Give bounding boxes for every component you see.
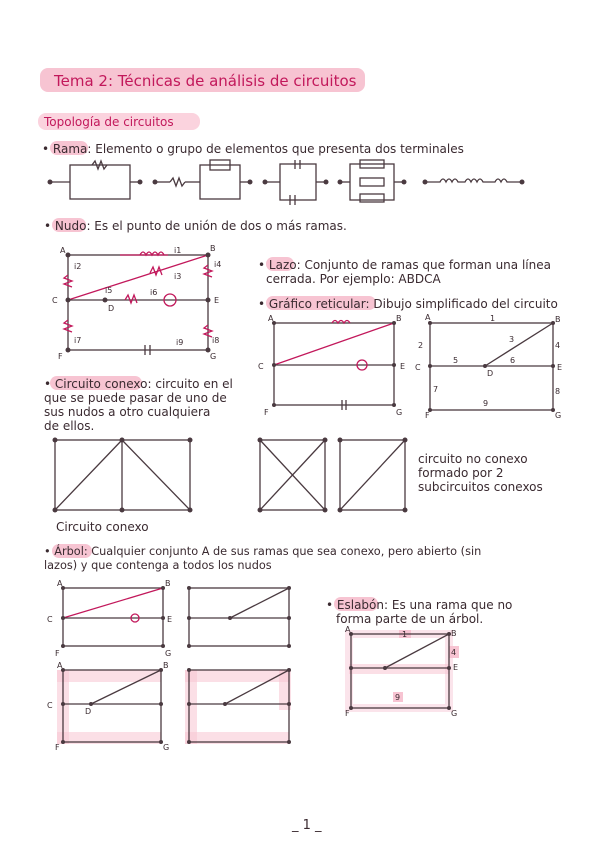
grafico-definition: : Dibujo simplificado del circuito	[365, 297, 558, 311]
arbol-term: Árbol	[54, 545, 84, 558]
tree-graph-small	[185, 582, 305, 657]
graph-branch-2: 2	[418, 341, 424, 350]
current-label-i8: i8	[212, 336, 220, 345]
current-label-i5: i5	[105, 286, 113, 295]
rama-examples-figure	[40, 160, 560, 205]
tree1-node-b: B	[163, 661, 169, 670]
eslabon-node-e: E	[453, 663, 459, 672]
node-label-g: G	[210, 352, 217, 361]
current-label-i1: i1	[174, 246, 182, 255]
eslabon-node-g: G	[451, 709, 458, 718]
tree1-node-g: G	[163, 743, 170, 752]
current-label-i9: i9	[176, 338, 184, 347]
rama-example-2	[153, 160, 253, 199]
tree1-node-a: A	[57, 661, 63, 670]
conexo-line1: • Circuito conexo: circuito en el	[44, 377, 233, 391]
grafico-term: Gráfico reticular	[268, 297, 366, 311]
arbol-definition-1: : Cualquier conjunto A de sus ramas que sea conexo, pero abierto (sin	[83, 545, 482, 558]
node-label-e: E	[214, 296, 220, 305]
eslabon-definition-1: : Es una rama que no	[384, 598, 513, 612]
current-label-i3: i3	[174, 272, 182, 281]
tree1-node-d: D	[85, 707, 92, 716]
eslabon-line1: • Eslabón: Es una rama que no	[326, 598, 513, 612]
eslabon-node-a: A	[345, 625, 351, 634]
small-node-f: F	[264, 408, 269, 417]
tree-example-2	[185, 662, 305, 747]
graph-branch-4: 4	[555, 341, 561, 350]
connected-graph	[50, 435, 200, 515]
tree1-node-f: F	[55, 743, 60, 752]
reticular-graph	[415, 313, 575, 420]
conexo-definition-1: : circuito en el	[147, 377, 233, 391]
conexo-line3: sus nudos a otro cualquiera	[44, 405, 211, 419]
graph-node-f: F	[425, 411, 430, 420]
non-connected-graph	[255, 435, 415, 515]
eslabon-node-f: F	[345, 709, 350, 718]
section-heading: Topología de circuitos	[44, 115, 174, 129]
eslabon-term: Eslabón	[336, 598, 384, 612]
node-label-d: D	[108, 304, 115, 313]
graph-node-d: D	[487, 369, 494, 378]
no-conexo-line1: circuito no conexo	[418, 452, 528, 466]
arbol-line2: lazos) y que contenga a todos los nudos	[44, 559, 272, 572]
conexo-line4: de ellos.	[44, 419, 95, 433]
eslabon-branch-9: 9	[395, 693, 401, 702]
graph-node-c: C	[415, 363, 421, 372]
graph-branch-9: 9	[483, 399, 489, 408]
circuit-diagram-main	[50, 245, 250, 365]
page-number: _ 1 _	[292, 818, 322, 833]
rama-example-3	[263, 160, 329, 205]
graph-branch-3: 3	[509, 335, 515, 344]
small-node-b: B	[396, 314, 402, 323]
tree-node-f: F	[55, 649, 60, 658]
small-node-g: G	[396, 408, 403, 417]
rama-term: Rama	[52, 142, 88, 156]
tree1-node-c: C	[47, 701, 53, 710]
tree-example-1	[47, 661, 175, 752]
graph-node-e: E	[557, 363, 563, 372]
lazo-term: Lazo	[268, 258, 297, 272]
current-label-i7: i7	[74, 336, 82, 345]
circuit-diagram-small	[258, 314, 412, 417]
rama-definition: : Elemento o grupo de elementos que presenta dos terminales	[87, 142, 464, 156]
current-label-i4: i4	[214, 260, 222, 269]
arbol-line1: • Árbol: Cualquier conjunto A de sus ramas que sea conexo, pero abierto (sin	[44, 545, 482, 558]
tree-node-c: C	[47, 615, 53, 624]
conexo-caption: Circuito conexo	[56, 520, 149, 534]
no-conexo-line2: formado por 2	[418, 466, 504, 480]
graph-node-a: A	[425, 313, 431, 322]
eslabon-branch-4: 4	[451, 648, 457, 657]
current-label-i6: i6	[150, 288, 158, 297]
graph-node-b: B	[555, 315, 561, 324]
nudo-term: Nudo	[54, 219, 87, 233]
tree-node-b: B	[165, 579, 171, 588]
rama-example-5	[423, 179, 525, 185]
current-label-i2: i2	[74, 262, 82, 271]
node-label-b: B	[210, 244, 216, 253]
tree-node-g: G	[165, 649, 172, 658]
lazo-line1: • Lazo: Conjunto de ramas que forman una línea	[258, 258, 551, 272]
eslabon-branch-1: 1	[402, 630, 408, 639]
eslabon-graph	[345, 625, 465, 718]
small-node-e: E	[400, 362, 406, 371]
graph-branch-7: 7	[433, 385, 439, 394]
no-conexo-line3: subcircuitos conexos	[418, 480, 543, 494]
graph-branch-8: 8	[555, 387, 561, 396]
lazo-definition-1: : Conjunto de ramas que forman una línea	[296, 258, 551, 272]
nudo-definition: : Es el punto de unión de dos o más ramas.	[86, 219, 347, 233]
rama-line: • Rama: Elemento o grupo de elementos que presenta dos terminales	[42, 142, 464, 156]
eslabon-node-b: B	[451, 629, 457, 638]
eslabon-line2: forma parte de un árbol.	[336, 612, 484, 626]
small-node-a: A	[268, 314, 274, 323]
conexo-term: Circuito conexo	[54, 377, 148, 391]
tree-circuit-small	[47, 579, 175, 658]
nudo-line: • Nudo: Es el punto de unión de dos o más ramas.	[44, 219, 347, 233]
small-node-c: C	[258, 362, 264, 371]
graph-branch-6: 6	[510, 356, 516, 365]
tree-node-a: A	[57, 579, 63, 588]
tree-node-e: E	[167, 615, 173, 624]
graph-branch-5: 5	[453, 356, 459, 365]
lazo-line2: cerrada. Por ejemplo: ABDCA	[266, 272, 441, 286]
node-label-a: A	[60, 246, 66, 255]
node-label-f: F	[58, 352, 63, 361]
conexo-line2: que se puede pasar de uno de	[44, 391, 227, 405]
page-title: Tema 2: Técnicas de análisis de circuitos	[54, 72, 357, 90]
graph-node-g: G	[555, 411, 562, 420]
rama-example-4	[338, 160, 407, 202]
graph-branch-1: 1	[490, 314, 496, 323]
grafico-line: • Gráfico reticular: Dibujo simplificado del circuito	[258, 297, 558, 311]
node-label-c: C	[52, 296, 58, 305]
rama-example-1	[48, 161, 143, 199]
